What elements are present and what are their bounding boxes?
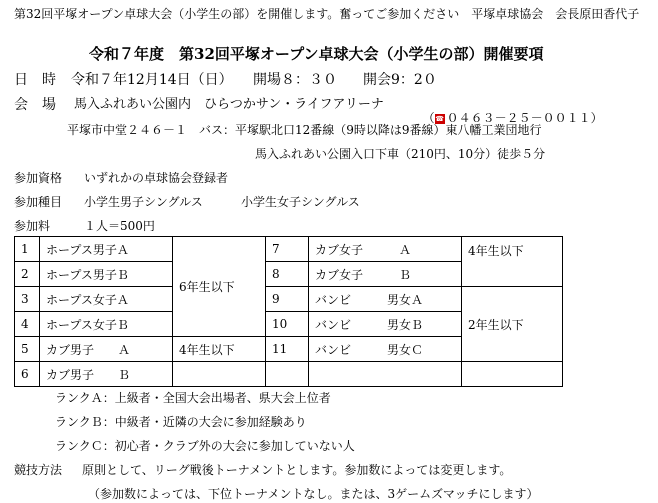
eligibility-label: 参加資格 <box>14 171 63 185</box>
fee-label: 参加料 <box>14 219 51 233</box>
category-name: カブ男子 Ｂ <box>40 362 173 387</box>
table-row <box>15 362 563 387</box>
method-value: 原則として、リーグ戦後トーナメントとします。参加数によっては変更します。 <box>82 463 512 477</box>
venue-phone-open: （ <box>422 111 435 125</box>
category-number: 4 <box>15 312 40 337</box>
category-number: 2 <box>15 262 40 287</box>
category-name: ホープス男子Ｂ <box>40 262 173 287</box>
category-group: 2年生以下 <box>462 287 563 362</box>
venue-label: 会 場 <box>14 97 56 113</box>
category-number: 7 <box>266 237 309 262</box>
datetime-start: 開会9：2０ <box>363 72 437 88</box>
category-group-empty <box>173 362 266 387</box>
venue-phone-number: ０４６３－２５－００１１） <box>446 111 603 125</box>
category-number: 8 <box>266 262 309 287</box>
category-name: バンビ 男女Ａ <box>309 287 462 312</box>
rank-a: ランクＡ：上級者・全国大会出場者、県大会上位者 <box>55 391 331 405</box>
events-label: 参加種目 <box>14 195 63 209</box>
eligibility-value: いずれかの卓球協会登録者 <box>84 171 229 185</box>
rank-b: ランクＢ：中級者・近隣の大会に参加経験あり <box>55 415 307 429</box>
method-label: 競技方法 <box>14 463 63 477</box>
category-group: 4年生以下 <box>173 337 266 362</box>
category-name: ホープス女子Ｂ <box>40 312 173 337</box>
category-name: カブ男子 Ａ <box>40 337 173 362</box>
fee-value: １人＝500円 <box>84 219 155 233</box>
header-line: 第32回平塚オープン卓球大会（小学生の部）を開催します。奮ってご参加ください 平塚卓球協会 会長原田香代子 <box>14 7 640 21</box>
category-number: 1 <box>15 237 40 262</box>
category-group-empty <box>462 362 563 387</box>
rank-c: ランクＣ：初心者・クラブ外の大会に参加していない人 <box>55 439 355 453</box>
page-title: 令和７年度 第32回平塚オープン卓球大会（小学生の部）開催要項 <box>89 45 544 63</box>
category-name: カブ女子 Ａ <box>309 237 462 262</box>
category-table <box>14 236 563 387</box>
method-note: （参加数によっては、下位トーナメントなし。または、3ゲームズマッチにします） <box>88 487 539 501</box>
phone-icon: ☎ <box>435 114 445 123</box>
datetime-date: 令和７年12月14日（日） <box>71 72 233 88</box>
datetime-label: 日 時 <box>14 72 56 88</box>
category-group: 4年生以下 <box>462 237 563 287</box>
table-row <box>15 237 563 262</box>
category-name: バンビ 男女Ｂ <box>309 312 462 337</box>
category-number-empty <box>266 362 309 387</box>
category-number: 10 <box>266 312 309 337</box>
category-number: 9 <box>266 287 309 312</box>
category-name: ホープス男子Ａ <box>40 237 173 262</box>
events-value-girls: 小学生女子シングルス <box>241 195 360 209</box>
venue-place: 馬入ふれあい公園内 ひらつかサン・ライフアリーナ <box>74 97 384 112</box>
venue-phone <box>415 100 603 124</box>
events-value-boys: 小学生男子シングルス <box>84 195 203 209</box>
venue-address: 平塚市中堂２４６－１ バス：平塚駅北口12番線（9時以降は9番線）東八幡工業団地行 <box>67 123 542 137</box>
datetime-open: 開場８：３０ <box>253 72 337 88</box>
category-name: ホープス女子Ａ <box>40 287 173 312</box>
category-group: 6年生以下 <box>173 237 266 337</box>
category-number: 11 <box>266 337 309 362</box>
table-row <box>15 287 563 312</box>
category-name: カブ女子 Ｂ <box>309 262 462 287</box>
venue-bus-line2: 馬入ふれあい公園入口下車（210円、10分）徒歩５分 <box>255 147 546 161</box>
category-name: バンビ 男女Ｃ <box>309 337 462 362</box>
category-number: 6 <box>15 362 40 387</box>
category-number: 3 <box>15 287 40 312</box>
category-name-empty <box>309 362 462 387</box>
category-number: 5 <box>15 337 40 362</box>
